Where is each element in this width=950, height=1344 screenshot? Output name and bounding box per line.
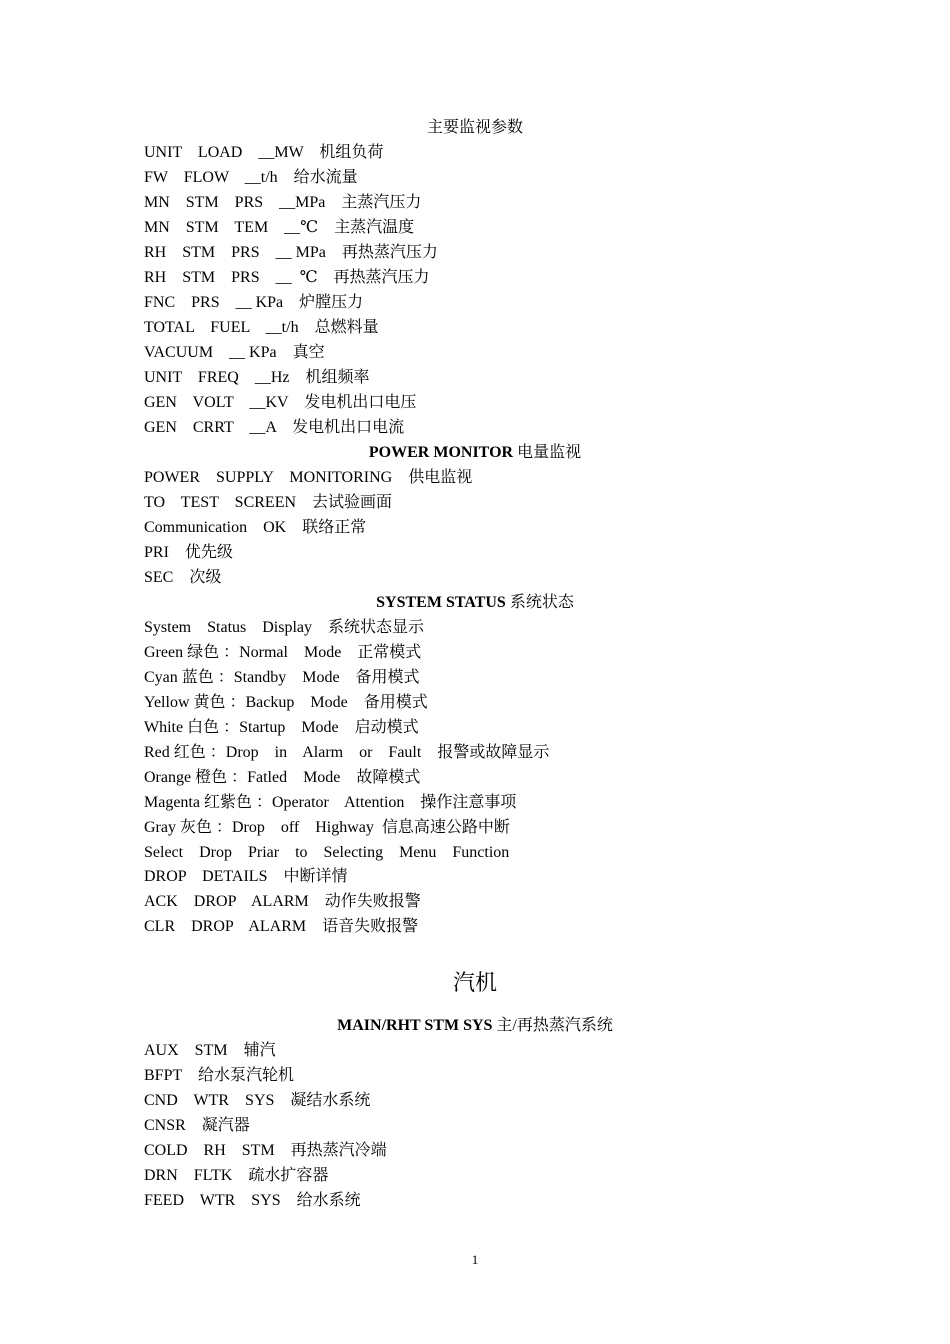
power-monitor-line: TO TEST SCREEN 去试验画面 xyxy=(144,494,393,511)
param-line: GEN VOLT __KV 发电机出口电压 xyxy=(144,394,417,411)
param-line: MN STM PRS __MPa 主蒸汽压力 xyxy=(144,194,422,211)
system-status-line: Select Drop Priar to Selecting Menu Function xyxy=(144,844,510,861)
param-line: UNIT FREQ __Hz 机组频率 xyxy=(144,369,370,386)
main-rht-line: AUX STM 辅汽 xyxy=(144,1042,276,1059)
param-line: RH STM PRS __ ℃ 再热蒸汽压力 xyxy=(144,269,430,286)
system-status-line: CLR DROP ALARM 语音失败报警 xyxy=(144,918,419,935)
main-rht-line: DRN FLTK 疏水扩容器 xyxy=(144,1167,329,1184)
param-line: UNIT LOAD __MW 机组负荷 xyxy=(144,144,384,161)
main-rht-line: COLD RH STM 再热蒸汽冷端 xyxy=(144,1142,387,1159)
heading-system-status-cn: 系统状态 xyxy=(505,594,574,611)
system-status-line: Green 绿色 ：Normal Mode 正常模式 xyxy=(144,644,422,661)
heading-system-status-en: SYSTEM STATUS xyxy=(376,594,506,611)
system-status-line: Gray 灰色 ：Drop off Highway 信息高速公路中断 xyxy=(144,819,510,836)
param-line: RH STM PRS __ MPa 再热蒸汽压力 xyxy=(144,244,438,261)
heading-main-rht-cn: 主/再热蒸汽系统 xyxy=(492,1017,613,1034)
param-line: GEN CRRT __A 发电机出口电流 xyxy=(144,419,405,436)
heading-main-rht-stm-sys xyxy=(0,1016,950,1036)
param-line: MN STM TEM __℃ 主蒸汽温度 xyxy=(144,219,415,236)
param-line: VACUUM __ KPa 真空 xyxy=(144,344,325,361)
system-status-line: ACK DROP ALARM 动作失败报警 xyxy=(144,893,421,910)
heading-main-monitoring-params: 主要监视参数 xyxy=(426,119,523,136)
system-status-line: Orange 橙色 ：Fatled Mode 故障模式 xyxy=(144,769,421,786)
power-monitor-line: PRI 优先级 xyxy=(144,544,233,561)
param-line: FNC PRS __ KPa 炉膛压力 xyxy=(144,294,364,311)
param-line: FW FLOW __t/h 给水流量 xyxy=(144,169,358,186)
power-monitor-line: Communication OK 联络正常 xyxy=(144,519,367,536)
system-status-line: System Status Display 系统状态显示 xyxy=(144,619,425,636)
heading-power-monitor xyxy=(0,443,950,463)
power-monitor-line: SEC 次级 xyxy=(144,569,222,586)
heading-power-monitor-cn: 电量监视 xyxy=(513,444,582,461)
heading-power-monitor-en: POWER MONITOR xyxy=(368,444,514,461)
system-status-line: Magenta 红紫色 ：Operator Attention 操作注意事项 xyxy=(144,794,517,811)
main-rht-line: CND WTR SYS 凝结水系统 xyxy=(144,1092,371,1109)
heading-system-status xyxy=(0,593,950,613)
system-status-line: Red 红色 ：Drop in Alarm or Fault 报警或故障显示 xyxy=(144,744,550,761)
system-status-line: White 白色 ：Startup Mode 启动模式 xyxy=(144,719,419,736)
system-status-line: DROP DETAILS 中断详情 xyxy=(144,868,348,885)
system-status-line: Cyan 蓝色 ：Standby Mode 备用模式 xyxy=(144,669,420,686)
heading-main-rht-en: MAIN/RHT STM SYS xyxy=(337,1017,493,1034)
main-rht-line: FEED WTR SYS 给水系统 xyxy=(144,1192,361,1209)
section-title-turbine: 汽机 xyxy=(452,970,497,995)
param-line: TOTAL FUEL __t/h 总燃料量 xyxy=(144,319,379,336)
main-rht-line: CNSR 凝汽器 xyxy=(144,1117,250,1134)
system-status-line: Yellow 黄色 ：Backup Mode 备用模式 xyxy=(144,694,428,711)
main-rht-line: BFPT 给水泵汽轮机 xyxy=(144,1067,294,1084)
power-monitor-line: POWER SUPPLY MONITORING 供电监视 xyxy=(144,469,473,486)
page-number: 1 xyxy=(471,1252,479,1267)
